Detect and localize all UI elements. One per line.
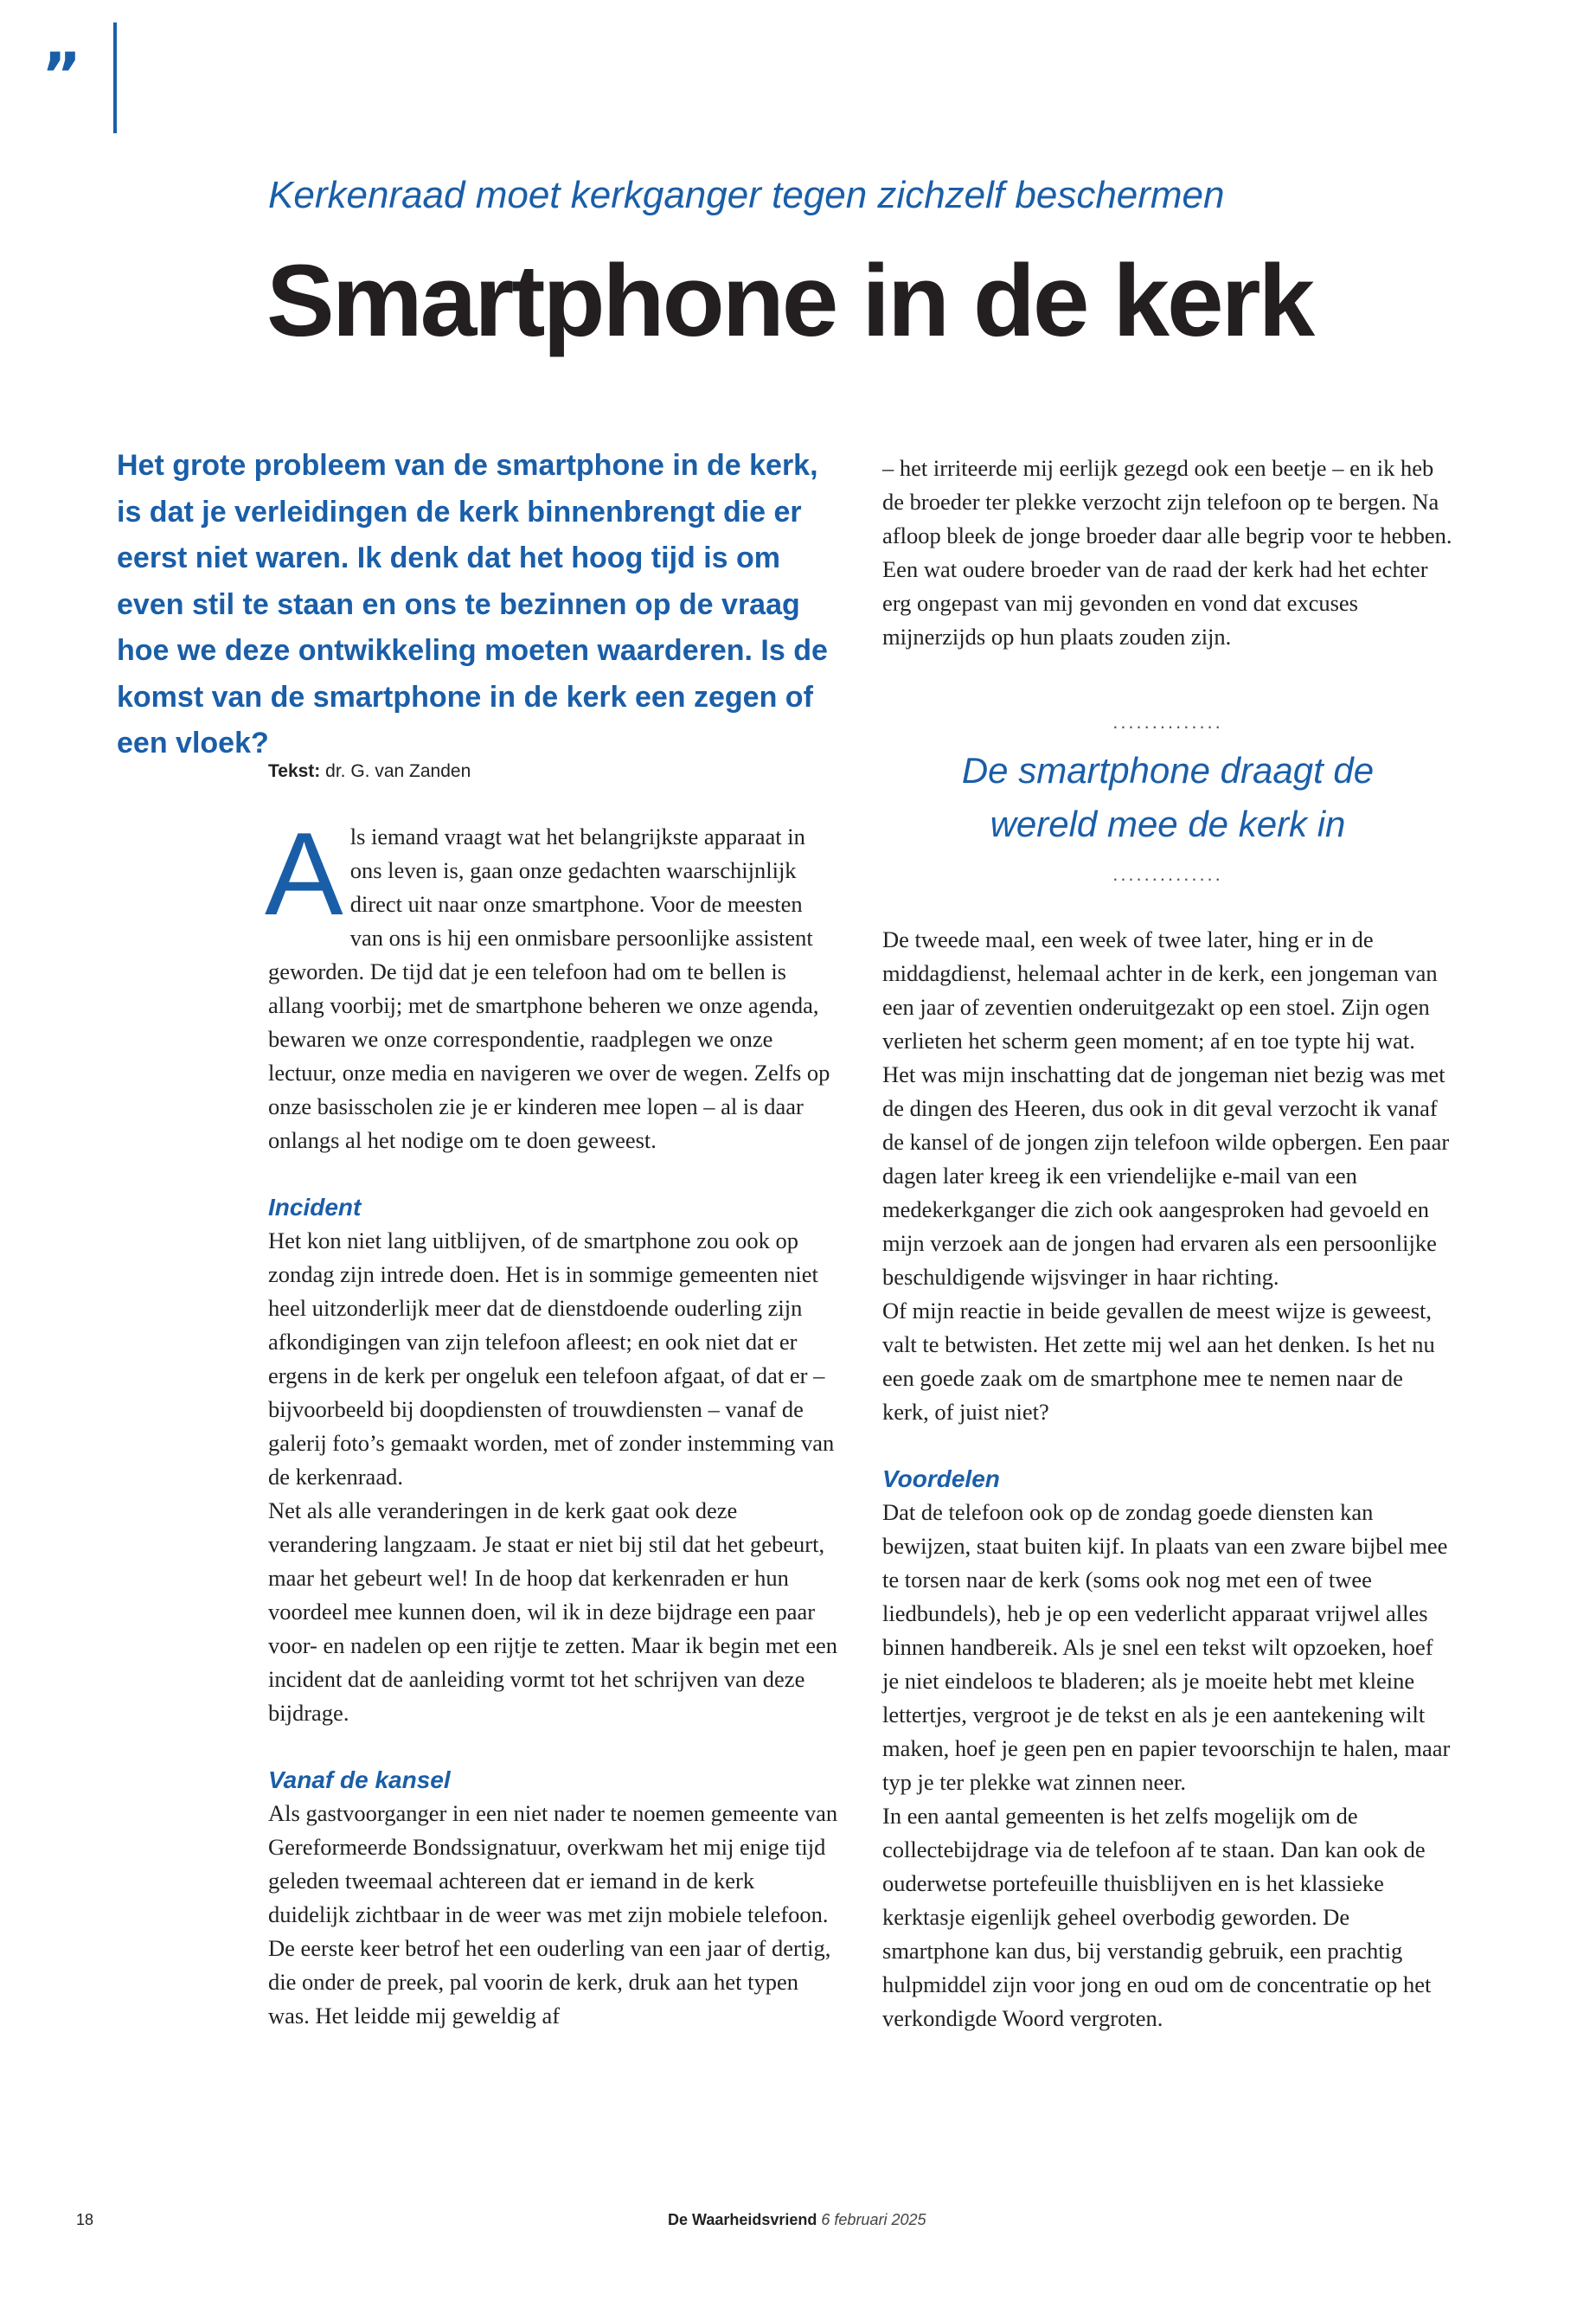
page-number: 18 — [76, 2211, 94, 2228]
right-column-top — [882, 452, 1453, 654]
pull-quote-dots-bottom: .............. — [1112, 863, 1223, 885]
paragraph: De tweede maal, een week of twee later, hing er in de middagdienst, helemaal achter in de kerk, een jongeman van een jaar of zeventien onderuitgezakt op een stoel. Zijn ogen verlieten het scherm geen moment; af en toe typte hij wat. Het was mijn inschatting dat de jongeman niet bezig was met de dingen des Heeren, dus ook in dit geval verzocht ik vanaf de kansel of de jongen zijn telefoon wilde opbergen. Een paar dagen later kreeg ik een vriendelijke e-mail van een medekerkganger die zich ook aangesproken had gevoeld en mijn verzoek aan de jongen had ervaren als een persoonlijke beschuldigende wijsvinger in haar richting. — [882, 926, 1450, 1290]
author-credit — [268, 761, 471, 782]
paragraph: In een aantal gemeenten is het zelfs mogelijk om de collectebijdrage via de telefoon af te staan. Dan kan ook de ouderwetse portefeuille thuisblijven en is het klassieke kerktasje eigenlijk geheel overbodig geworden. De smartphone kan dus, bij verstandig gebruik, een prachtig hulpmiddel zijn voor jong en oud om de concentratie op het verkondigde Woord vergroten. — [882, 1803, 1432, 2031]
left-column — [265, 808, 839, 2033]
author-label: Tekst: — [268, 761, 321, 781]
paragraph: Het kon niet lang uitblijven, of de smartphone zou ook op zondag zijn intrede doen. Het is in sommige gemeenten niet heel uitzonderlijk meer dat de dienstdoende ouderling zijn afkondigingen van zijn telefoon afleest; en ook niet dat er ergens in de kerk per ongeluk een telefoon afgaat, of dat er – bijvoorbeeld bij doopdiensten of trouwdiensten – vanaf de galerij foto’s gemaakt worden, met of zonder instemming van de kerkenraad. — [268, 1227, 835, 1490]
publication-name: De Waarheidsvriend — [668, 2211, 817, 2228]
right-column-bottom — [882, 923, 1453, 2035]
pull-quote-line-2: wereld mee de kerk in — [990, 804, 1346, 844]
pull-quote-line-1: De smartphone draagt de — [961, 750, 1375, 791]
intro-paragraph — [265, 808, 839, 1157]
vertical-rule — [113, 22, 117, 133]
publication-footer — [668, 2211, 926, 2229]
pull-quote-text — [882, 744, 1453, 851]
subheading-voordelen: Voordelen — [882, 1465, 1000, 1492]
publication-date: 6 februari 2025 — [821, 2211, 926, 2228]
paragraph: Dat de telefoon ook op de zondag goede diensten kan bewijzen, staat buiten kijf. In plaats van een zware bijbel mee te torsen naar de kerk (soms ook nog met een of twee liedbundels), heb je op een vederlicht apparaat vrijwel alles binnen handbereik. Als je snel een tekst wilt opzoeken, hoef je niet eindeloos te bladeren; als je moeite hebt met kleine lettertjes, vergroot je de tekst en als je een aantekening wilt maken, hoef je geen pen en papier tevoorschijn te halen, maar typ je ter plekke wat zinnen neer. — [882, 1499, 1451, 1795]
paragraph: Als gastvoorganger in een niet nader te noemen gemeente van Gereformeerde Bondssignatuur, overkwam het mij enige tijd geleden tweemaal achtereen dat er iemand in de kerk duidelijk zichtbaar in de weer was met zijn mobiele telefoon. — [268, 1800, 838, 1927]
subheading-vanaf-de-kansel: Vanaf de kansel — [268, 1766, 451, 1793]
author-name: dr. G. van Zanden — [325, 761, 471, 781]
page-title: Smartphone in de kerk — [266, 244, 1313, 358]
subheading-incident: Incident — [268, 1194, 362, 1221]
intro-text: ls iemand vraagt wat het belangrijkste apparaat in ons leven is, gaan onze gedachten waarschijnlijk direct uit naar onze smartphone. Voor de meesten van ons is hij een onmisbare persoonlijke assistent geworden. De tijd dat je een telefoon had om te bellen is allang voorbij; met de smartphone beheren we onze agenda, bewaren we onze correspondentie, raadplegen we onze lectuur, onze media en navigeren we over de wegen. Zelfs op onze basisscholen zie je er kinderen mee lopen – al is daar onlangs al het nodige om te doen geweest. — [268, 824, 830, 1153]
paragraph: De eerste keer betrof het een ouderling van een jaar of dertig, die onder de preek, pal voorin de kerk, druk aan het typen was. Het leidde mij geweldig af — [268, 1935, 831, 2029]
quote-mark-icon: ” — [42, 40, 82, 111]
drop-cap: A — [265, 808, 343, 939]
paragraph: Of mijn reactie in beide gevallen de meest wijze is geweest, valt te betwisten. Het zette mij wel aan het denken. Is het nu een goede zaak om de smartphone mee te nemen naar de kerk, of juist niet? — [882, 1298, 1435, 1425]
pull-quote-dots-top: .............. — [1112, 711, 1223, 733]
pull-quote — [882, 709, 1453, 888]
paragraph: Net als alle veranderingen in de kerk gaat ook deze verandering langzaam. Je staat er niet bij stil dat het gebeurt, maar het gebeurt wel! In de hoop dat kerkenraden er hun voordeel mee kunnen doen, wil ik in deze bijdrage een paar voor- en nadelen op een rijtje te zetten. Maar ik begin met een incident dat de aanleiding vormt tot het schrijven van deze bijdrage. — [268, 1497, 838, 1726]
paragraph: – het irriteerde mij eerlijk gezegd ook een beetje – en ik heb de broeder ter plekke verzocht zijn telefoon op te bergen. Na afloop bleek de jonge broeder daar alle begrip voor te hebben. Een wat oudere broeder van de raad der kerk had het echter erg ongepast van mij gevonden en vond dat excuses mijnerzijds op hun plaats zouden zijn. — [882, 455, 1452, 650]
kicker: Kerkenraad moet kerkganger tegen zichzelf beschermen — [268, 174, 1225, 216]
lead-paragraph: Het grote probleem van de smartphone in de kerk, is dat je verleidingen de kerk binnenbrengt die er eerst niet waren. Ik denk dat het hoog tijd is om even stil te staan en ons te bezinnen op de vraag hoe we deze ontwikkeling moeten waarderen. Is de komst van de smartphone in de kerk een zegen of een vloek? — [117, 449, 828, 760]
